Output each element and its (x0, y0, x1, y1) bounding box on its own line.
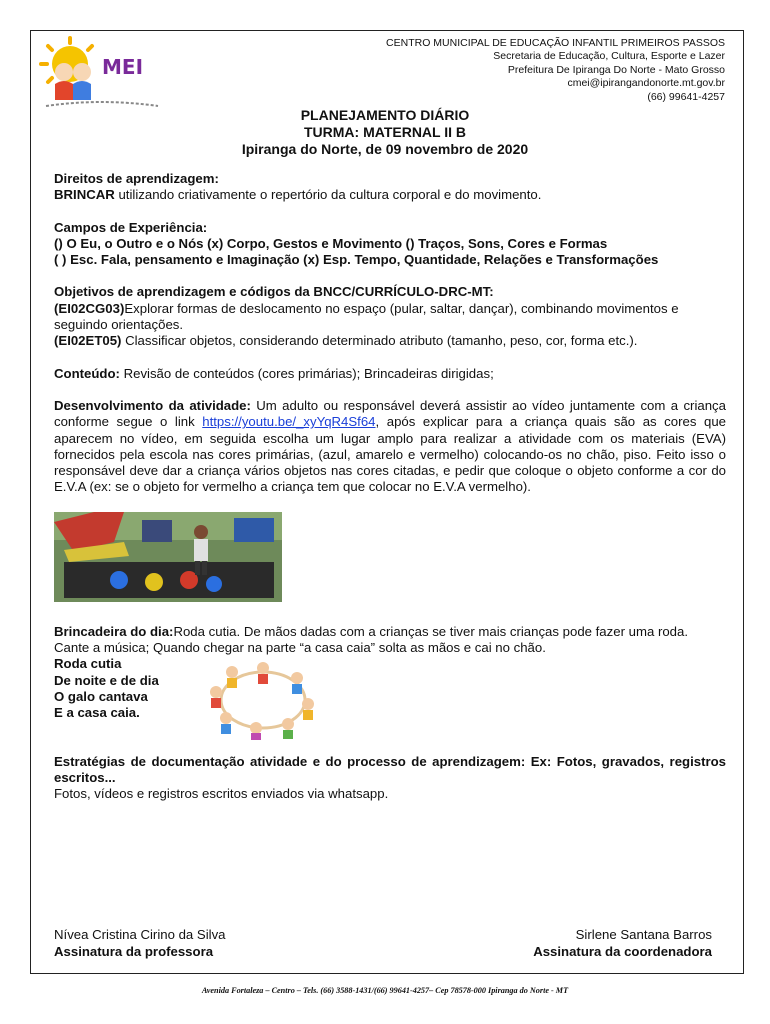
teacher-name: Nívea Cristina Cirino da Silva (54, 927, 226, 942)
brincadeira-label: Brincadeira do dia: (54, 623, 174, 639)
direitos-verb: BRINCAR (54, 187, 115, 203)
song-line: Roda cutia (54, 656, 122, 672)
teacher-role: Assinatura da professora (54, 944, 214, 959)
objetivo-text: Explorar formas de deslocamento no espaço (pular, saltar, dançar), combinando movimentos e seguindo orientações. (54, 300, 679, 333)
page-footer: Avenida Fortaleza – Centro – Tels. (66) 3588-1431/(66) 99641-4257– Cep 78578-000 Ipiranga do Norte - MT (201, 986, 569, 995)
song-lyrics (54, 656, 726, 721)
direitos-section (54, 171, 726, 204)
conteudo-label: Conteúdo: (54, 365, 120, 381)
song-line: E a casa caia. (54, 705, 140, 721)
campos-section (54, 220, 726, 269)
brincadeira-text: Roda cutia. De mãos dadas com a crianças se tiver mais crianças pode fazer uma roda. Cante a música; Quando chegar na parte “a casa caia” solta as mãos e cai no chão. (54, 623, 689, 656)
brincadeira-section (54, 624, 726, 657)
campos-line-2: ( ) Esc. Fala, pensamento e Imaginação (x) Esp. Tempo, Quantidade, Relações e Transformações (54, 252, 659, 268)
document-body (54, 171, 726, 818)
institution-name: CENTRO MUNICIPAL DE EDUCAÇÃO INFANTIL PRIMEIROS PASSOS (386, 37, 725, 49)
coordinator-role: Assinatura da coordenadora (533, 944, 712, 959)
objetivo-code: (EI02CG03) (54, 300, 125, 316)
objetivo-code: (EI02ET05) (54, 333, 122, 349)
video-link[interactable]: https://youtu.be/_xyYqR4Sf64 (202, 414, 376, 430)
song-line: O galo cantava (54, 688, 148, 704)
objetivos-section (54, 284, 726, 349)
institution-header (386, 37, 725, 104)
campos-line-1: () O Eu, o Outro e o Nós (x) Corpo, Gestos e Movimento () Traços, Sons, Cores e Formas (54, 235, 608, 251)
objetivo-item (54, 333, 726, 349)
campos-heading: Campos de Experiência: (54, 219, 208, 235)
desenvolvimento-text-1: Um adulto ou responsável deverá assistir ao vídeo juntamente com a criança conforme segue o link (54, 397, 726, 430)
children-circle-illustration (204, 658, 322, 740)
objetivo-item (54, 301, 726, 334)
estrategias-text: Fotos, vídeos e registros escritos enviados via whatsapp. (54, 786, 389, 802)
activity-photo (54, 512, 282, 602)
objetivos-heading: Objetivos de aprendizagem e códigos da BNCC/CURRÍCULO-DRC-MT: (54, 284, 494, 300)
direitos-text (54, 187, 726, 203)
song-line: De noite e de dia (54, 672, 159, 688)
school-logo (36, 34, 166, 110)
desenvolvimento-section (54, 398, 726, 496)
svg-text:MEI: MEI (102, 55, 144, 79)
title-line-2: TURMA: MATERNAL II B (303, 124, 467, 140)
title-line-1: PLANEJAMENTO DIÁRIO (300, 107, 470, 123)
coordinator-signature (533, 926, 712, 960)
direitos-heading: Direitos de aprendizagem: (54, 171, 219, 186)
desenvolvimento-label: Desenvolvimento da atividade: (54, 397, 251, 413)
estrategias-heading: Estratégias de documentação atividade e do processo de aprendizagem: Ex: Fotos, gravados, registros escritos... (54, 753, 726, 785)
conteudo-text: Revisão de conteúdos (cores primárias); Brincadeiras dirigidas; (119, 365, 494, 381)
document-title (0, 107, 770, 158)
prefeitura: Prefeitura De Ipiranga Do Norte - Mato Grosso (507, 63, 725, 76)
phone: (66) 99641-4257 (647, 90, 725, 103)
email: cmei@ipirangandonorte.mt.gov.br (567, 77, 725, 90)
objetivo-text: Classificar objetos, considerando determinado atributo (tamanho, peso, cor, forma etc.). (121, 333, 638, 349)
teacher-signature (54, 926, 226, 960)
direitos-body: utilizando criativamente o repertório da cultura corporal e do movimento. (114, 187, 542, 203)
estrategias-section (54, 754, 726, 803)
secretaria: Secretaria de Educação, Cultura, Esporte e Lazer (493, 50, 725, 63)
conteudo-section (54, 366, 726, 382)
title-line-3: Ipiranga do Norte, de 09 novembro de 2020 (241, 141, 529, 157)
coordinator-name: Sirlene Santana Barros (575, 927, 712, 942)
desenvolvimento-text-2: , após explicar para a criança quais são as cores que aparecem no vídeo, em seguida escolha um lugar amplo para realizar a atividade com os materiais (EVA) fornecidos pela escola nas cores primárias, (azul, amarelo e vermelho) colocando-os no chão, piso. Feito isso o responsável deve dar a criança vários objetos nas cores citadas, e pedir que coloque o objeto conforme a cor do E.V.A (ex: se o objeto for vermelho a criança tem que colocar no E.V.A vermelho). (54, 414, 726, 495)
